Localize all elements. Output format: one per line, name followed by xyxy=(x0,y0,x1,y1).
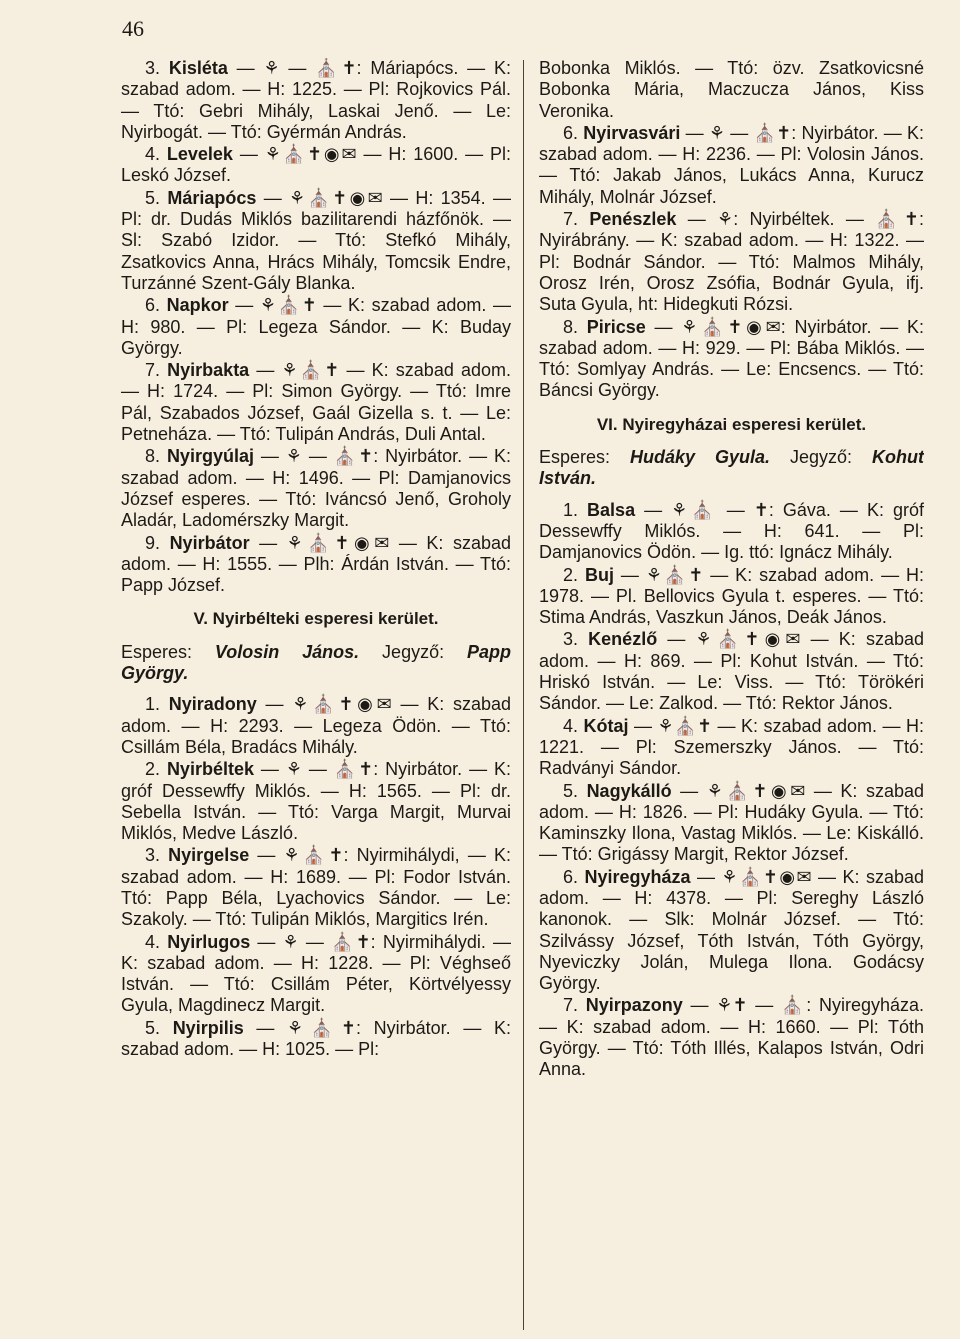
parish-name: Kenézlő xyxy=(588,629,658,650)
esperes-label: Esperes: xyxy=(539,447,631,468)
entry-details: — ⚘⛪✝◉✉ — H: 1354. — Pl: dr. Dudás Miklós bazilitarendi házfőnök. — Sl: Szabó Izidor. — Ttó: Stefkó Mihály, Zsatkovics Anna, Hrács Mihály, Tomcsik Endre, Turzánné Szent-Gály Blanka. xyxy=(121,187,511,293)
entry-details: — ⚘⛪✝◉✉ — K: szabad adom. — H: 2293. — Legeza Ödön. — Ttó: Csillám Béla, Bradács Mihály. xyxy=(121,694,511,757)
entry-number: 5. xyxy=(145,187,168,208)
jegyzo-label: Jegyző: xyxy=(359,641,467,662)
entry-details: — ⚘⛪✝◉✉ — K: szabad adom. — H: 4378. — Pl: Sereghy László kanonok. — Slk: Molnár József. — Ttó: Szilvássy József, Tóth István, Tóth György, Nyeviczky Jolán, Mulega Ilona. Godácsy György. xyxy=(539,866,924,994)
entry-details: — ⚘⛪ — ✝: Gáva. — K: gróf Dessewffy Miklós. — H: 641. — Pl: Damjanovics Ödön. — Ig. ttó: Ignácz Mihály. xyxy=(539,499,924,563)
parish-entry xyxy=(539,123,924,208)
parish-entry xyxy=(121,58,511,143)
left-column xyxy=(121,58,511,1328)
entry-details: — ⚘✝ — ⛪: Nyiregyháza. — K: szabad adom. — H: 1660. — Pl: Tóth György. — Ttó: Tóth Illés, Kalapos István, Odri Anna. xyxy=(539,995,924,1080)
parish-entry xyxy=(539,867,924,995)
entry-number: 5. xyxy=(563,780,587,801)
parish-entry xyxy=(539,629,924,714)
entry-number: 1. xyxy=(563,499,588,520)
parish-name: Nyirlugos xyxy=(167,931,251,952)
entry-details: — ⚘: Nyirbéltek. — ⛪✝: Nyirábrány. — K: szabad adom. — H: 1322. — Pl: Bodnár Sándor. — Ttó: Malmos Mihály, Orosz Irén, Orosz Zsófia, Bodnár Gyula, ifj. Suta Gyula, ht: Hidegkuti Rózsi. xyxy=(539,209,924,315)
parish-name: Nyirbakta xyxy=(167,360,250,381)
parish-name: Napkor xyxy=(166,295,229,316)
parish-name: Nyiradony xyxy=(168,694,257,715)
entry-number: 8. xyxy=(563,316,587,337)
parish-name: Nyirbéltek xyxy=(166,759,254,780)
parish-entry xyxy=(121,932,511,1017)
parish-entry xyxy=(539,565,924,629)
parish-entry xyxy=(121,845,511,930)
entry-number: 6. xyxy=(145,295,167,316)
entry-number: 1. xyxy=(145,694,169,715)
parish-name: Kisléta xyxy=(168,58,228,78)
parish-entry xyxy=(539,209,924,315)
entry-number: 4. xyxy=(145,144,167,165)
entry-details: — ⚘⛪✝◉✉ — K: szabad adom. — H: 1555. — Plh: Árdán István. — Ttó: Papp József. xyxy=(121,532,511,596)
parish-name: Nyiregyháza xyxy=(584,866,691,887)
parish-entry xyxy=(121,144,511,187)
parish-entry xyxy=(539,995,924,1080)
parish-entry xyxy=(121,1018,511,1061)
entry-details: — ⚘⛪✝◉✉ — K: szabad adom. — H: 869. — Pl: Kohut István. — Ttó: Hriskó István. — Le: Viss. — Ttó: Törökéri Sándor. — Le: Zalkod. — Ttó: Rektor János. xyxy=(539,629,924,714)
entry-number: 8. xyxy=(145,446,167,467)
parish-name: Máriapócs xyxy=(167,187,257,208)
page-number: 46 xyxy=(122,16,144,41)
parish-entry xyxy=(121,360,511,445)
entry-details: — ⚘ — ⛪✝: Nyirbátor. — K: szabad adom. — H: 2236. — Pl: Volosin János. — Ttó: Jakab János, Lukács Anna, Kurucz Mihály, Molnár József. xyxy=(539,122,924,207)
entry-details: — ⚘⛪✝◉✉ — H: 1600. — Pl: Leskó József. xyxy=(121,144,511,186)
parish-entry xyxy=(539,317,924,402)
entry-details: — ⚘⛪✝ — K: szabad adom. — H: 1724. — Pl: Simon György. — Ttó: Imre Pál, Szabados József, Gaál Gizella s. t. — Le: Petneháza. — Ttó: Tulipán András, Duli Antal. xyxy=(121,360,511,445)
entry-number: 3. xyxy=(145,58,169,78)
entry-number: 9. xyxy=(145,532,170,553)
esperes-name: Hudáky Gyula. xyxy=(630,447,771,468)
entry-number: 2. xyxy=(563,564,585,585)
parish-entry xyxy=(121,533,511,597)
parish-name: Penészlek xyxy=(589,209,677,230)
parish-name: Nagykálló xyxy=(586,780,672,801)
entry-number: 4. xyxy=(145,931,168,952)
jegyzo-name: Kohut István. xyxy=(539,447,924,489)
entry-number: 4. xyxy=(563,715,584,736)
parish-name: Nyirbátor xyxy=(169,532,250,553)
entry-number: 2. xyxy=(145,759,167,780)
parish-name: Kótaj xyxy=(583,715,629,736)
column-divider xyxy=(523,60,524,1330)
parish-name: Balsa xyxy=(587,499,636,520)
entry-details: — ⚘⛪✝: Nyirmihálydi, — K: szabad adom. — H: 1689. — Pl: Fodor István. Ttó: Papp Béla, Lyachovics Sándor. — Le: Szakoly. — Ttó: Tulipán Miklós, Margitics Irén. xyxy=(121,845,511,930)
entry-details: — ⚘ — ⛪✝: Nyirmihálydi. — K: szabad adom. — H: 1228. — Pl: Véghseő István. — Ttó: Csillám Péter, Körtvélyessy Gyula, Magdinecz Margit. xyxy=(121,931,511,1016)
entry-number: 3. xyxy=(563,629,589,650)
parish-entry xyxy=(121,188,511,294)
entry-continuation: Bobonka Miklós. — Ttó: özv. Zsatkovicsné Bobonka Mária, Maczucza János, Kiss Veronika. xyxy=(539,58,924,121)
entry-number: 7. xyxy=(563,995,586,1016)
jegyzo-label: Jegyző: xyxy=(770,447,873,468)
district-heading: V. Nyirbélteki esperesi kerület. xyxy=(193,609,439,629)
district-heading: VI. Nyiregyházai esperesi kerület. xyxy=(596,414,867,434)
esperes-name: Volosin János. xyxy=(214,641,360,662)
parish-name: Piricse xyxy=(586,316,646,337)
parish-entry xyxy=(539,781,924,866)
parish-name: Nyirgelse xyxy=(168,845,250,866)
entry-number: 7. xyxy=(563,209,590,230)
entry-number: 6. xyxy=(563,866,585,887)
parish-entry xyxy=(539,500,924,564)
esperes-line xyxy=(539,447,924,490)
entry-details: — ⚘⛪✝ — K: szabad adom. — H: 980. — Pl: Legeza Sándor. — K: Buday György. xyxy=(121,295,511,358)
parish-name: Nyirgyúlaj xyxy=(166,446,254,467)
esperes-label: Esperes: xyxy=(121,641,215,662)
esperes-line xyxy=(121,642,511,685)
entry-details: — ⚘⛪✝◉✉ — K: szabad adom. — H: 1826. — Pl: Hudáky Gyula. — Ttó: Kaminszky Ilona, Vastag Miklós. — Le: Kiskálló. — Ttó: Grigássy Margit, Rektor József. xyxy=(539,780,924,865)
entry-details: — ⚘ — ⛪✝: Máriapócs. — K: szabad adom. — H: 1225. — Pl: Rojkovics Pál. — Ttó: Gebri Mihály, Laskai Jenő. — Le: Nyirbogát. — Ttó: Gyérmán András. xyxy=(121,58,511,142)
parish-entry xyxy=(121,694,511,758)
entry-details: — ⚘ — ⛪✝: Nyirbátor. — K: gróf Dessewffy Miklós. — H: 1565. — Pl: dr. Sebella István. — Ttó: Varga Margit, Murvai Miklós, Medve László. xyxy=(121,759,511,844)
entry-details: — ⚘⛪✝ — K: szabad adom. — H: 1221. — Pl: Szemerszky János. — Ttó: Radványi Sándor. xyxy=(539,715,924,779)
parish-entry xyxy=(121,446,511,531)
entry-number: 3. xyxy=(145,845,169,866)
entry-details: — ⚘⛪✝: Nyirbátor. — K: szabad adom. — H: 1025. — Pl: xyxy=(121,1017,511,1060)
parish-entry xyxy=(121,295,511,359)
parish-name: Buj xyxy=(584,564,614,585)
entry-details: — ⚘⛪✝◉✉: Nyirbátor. — K: szabad adom. — H: 929. — Pl: Bába Miklós. — Ttó: Somlyay András. — Le: Encsencs. — Ttó: Báncsi György. xyxy=(539,316,924,401)
parish-entry xyxy=(121,759,511,844)
jegyzo-name: Papp György. xyxy=(121,641,511,684)
parish-name: Nyirpazony xyxy=(585,995,683,1016)
parish-name: Nyirpilis xyxy=(172,1017,244,1038)
parish-name: Nyirvasvári xyxy=(583,122,681,143)
entry-number: 5. xyxy=(145,1017,173,1038)
entry-details: — ⚘ — ⛪✝: Nyirbátor. — K: szabad adom. — H: 1496. — Pl: Damjanovics József esperes. — Ttó: Iváncsó Jenő, Groholy Aladár, Ladomérszky Margit. xyxy=(121,446,511,531)
parish-entry xyxy=(539,716,924,780)
entry-number: 7. xyxy=(145,360,168,381)
parish-name: Levelek xyxy=(166,144,233,165)
entry-number: 6. xyxy=(563,122,584,143)
right-column xyxy=(539,58,924,1328)
entry-details: — ⚘⛪✝ — K: szabad adom. — H: 1978. — Pl. Bellovics Gyula t. esperes. — Ttó: Stima András, Vaszkun János, Deák János. xyxy=(539,564,924,628)
